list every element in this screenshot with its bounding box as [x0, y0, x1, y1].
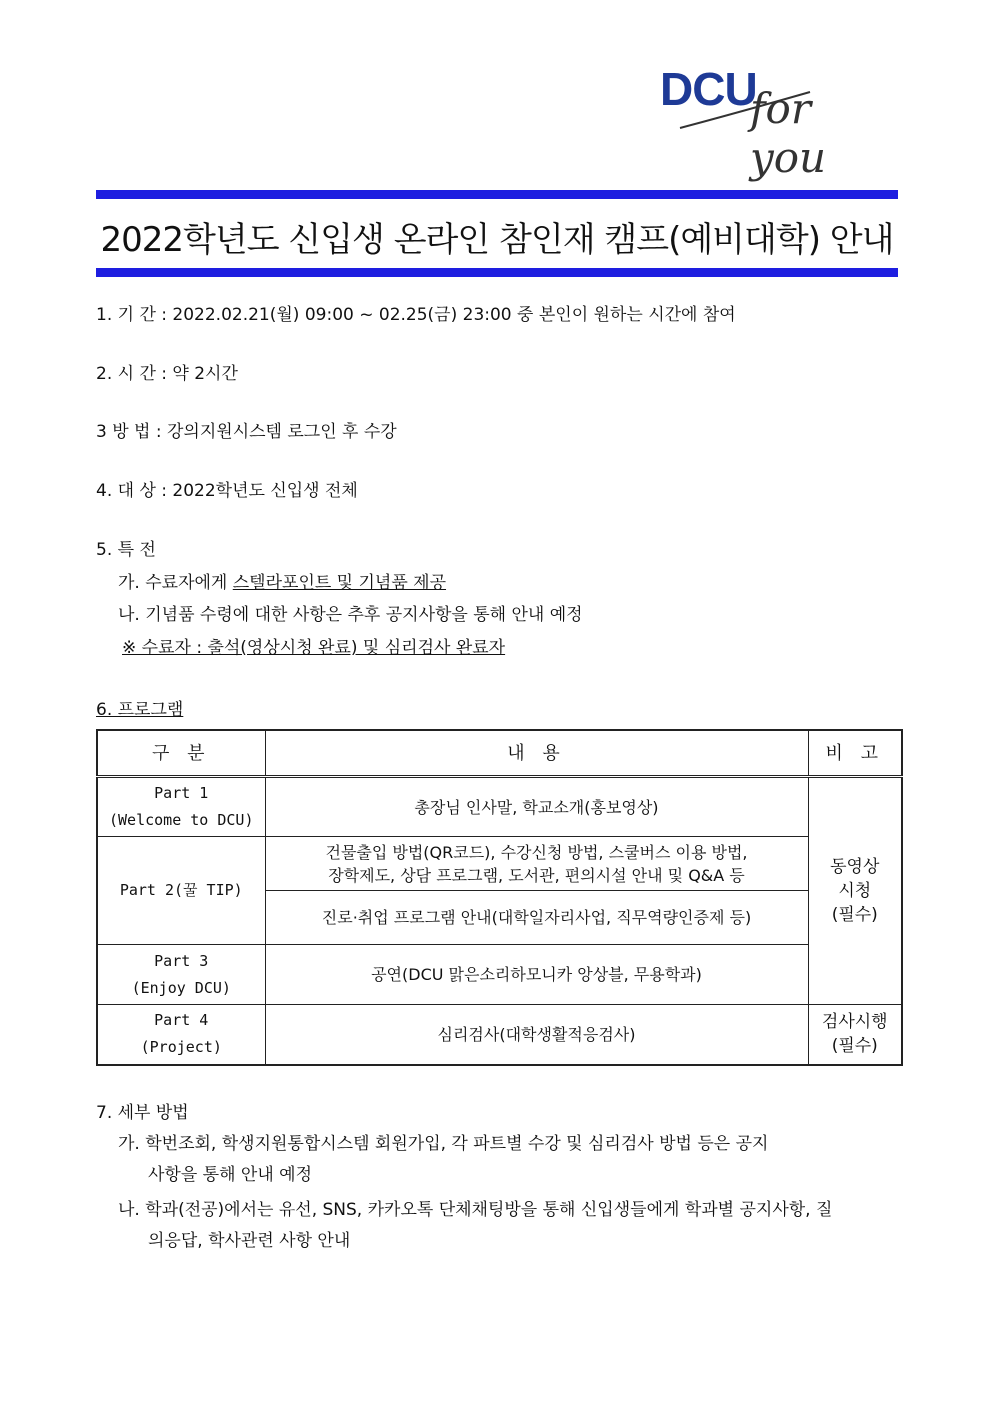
table-row [97, 837, 902, 891]
note-test-line1: 검사시행 [821, 1012, 888, 1033]
part3-name-line1: Part 3 [154, 951, 209, 970]
item-period: 1. 기 간 : 2022.02.21(월) 09:00 ~ 02.25(금) 23:00 중 본인이 원하는 시간에 참여 [96, 305, 736, 325]
details-a-line1: 가. 학번조회, 학생지원통합시스템 회원가입, 각 파트별 수강 및 심리검사 방법 등은 공지 [118, 1134, 769, 1154]
header-category: 구 분 [97, 730, 265, 777]
note-video-line1: 동영상 [830, 857, 880, 877]
title-top-bar [96, 190, 898, 199]
part2-content1-line1: 건물출입 방법(QR코드), 수강신청 방법, 스쿨버스 이용 방법, [325, 842, 748, 862]
header-content: 내 용 [265, 730, 808, 777]
part1-name-line1: Part 1 [154, 784, 209, 802]
part4-name [97, 1005, 265, 1065]
header-note: 비 고 [808, 730, 902, 777]
note-test-line2: (필수) [831, 1036, 878, 1057]
benefit-a-highlight: 스텔라포인트 및 기념품 제공 [232, 573, 447, 593]
item-time: 2. 시 간 : 약 2시간 [96, 364, 238, 384]
program-heading: 6. 프로그램 [96, 700, 184, 720]
note-video-line3: (필수) [831, 905, 878, 925]
benefit-heading: 5. 특 전 [96, 540, 156, 560]
program-table [96, 729, 903, 1066]
benefit-a-prefix: 가. 수료자에게 [118, 573, 233, 593]
part4-name-line2: (Project) [140, 1038, 222, 1057]
part3-name-line2: (Enjoy DCU) [131, 978, 231, 997]
details-b-line1: 나. 학과(전공)에서는 유선, SNS, 카카오톡 단체채팅방을 통해 신입생들에게 학과별 공지사항, 질 [118, 1200, 833, 1220]
benefit-b: 나. 기념품 수령에 대한 사항은 추후 공지사항을 통해 안내 예정 [118, 605, 583, 625]
table-row [97, 1005, 902, 1065]
note-video-line2: 시청 [838, 881, 872, 901]
logo-script-text: for you [750, 84, 827, 182]
part3-name [97, 945, 265, 1005]
title-bottom-bar [96, 268, 898, 277]
benefit-a [118, 568, 446, 593]
part2-content2: 진로·취업 프로그램 안내(대학일자리사업, 직무역량인증제 등) [265, 891, 808, 945]
item-method: 3 방 법 : 강의지원시스템 로그인 후 수강 [96, 422, 397, 442]
details-b-line2: 의응답, 학사관련 사항 안내 [148, 1231, 351, 1251]
table-row [97, 945, 902, 1005]
part2-content1-line2: 장학제도, 상담 프로그램, 도서관, 편의시설 안내 및 Q&A 등 [328, 865, 745, 885]
part4-content: 심리검사(대학생활적응검사) [265, 1005, 808, 1065]
part1-name-line2: (Welcome to DCU) [109, 811, 254, 829]
note-test [808, 1005, 902, 1065]
benefit-note: ※ 수료자 : 출석(영상시청 완료) 및 심리검사 완료자 [122, 638, 506, 658]
note-video [808, 777, 902, 1005]
part3-content: 공연(DCU 맑은소리하모니카 앙상블, 무용학과) [265, 945, 808, 1005]
part1-content: 총장님 인사말, 학교소개(홍보영상) [265, 777, 808, 837]
item-target: 4. 대 상 : 2022학년도 신입생 전체 [96, 481, 358, 501]
part2-name: Part 2(꿀 TIP) [97, 837, 265, 945]
details-heading: 7. 세부 방법 [96, 1103, 189, 1123]
part2-content1 [265, 837, 808, 891]
table-row [97, 777, 902, 837]
page-title: 2022학년도 신입생 온라인 참인재 캠프(예비대학) 안내 [100, 220, 894, 260]
part1-name [97, 777, 265, 837]
logo-dcu-text: DCU [660, 63, 757, 115]
table-header-row [97, 730, 902, 777]
part4-name-line1: Part 4 [154, 1011, 209, 1030]
details-a-line2: 사항을 통해 안내 예정 [148, 1165, 313, 1185]
dcu-logo [660, 62, 900, 182]
